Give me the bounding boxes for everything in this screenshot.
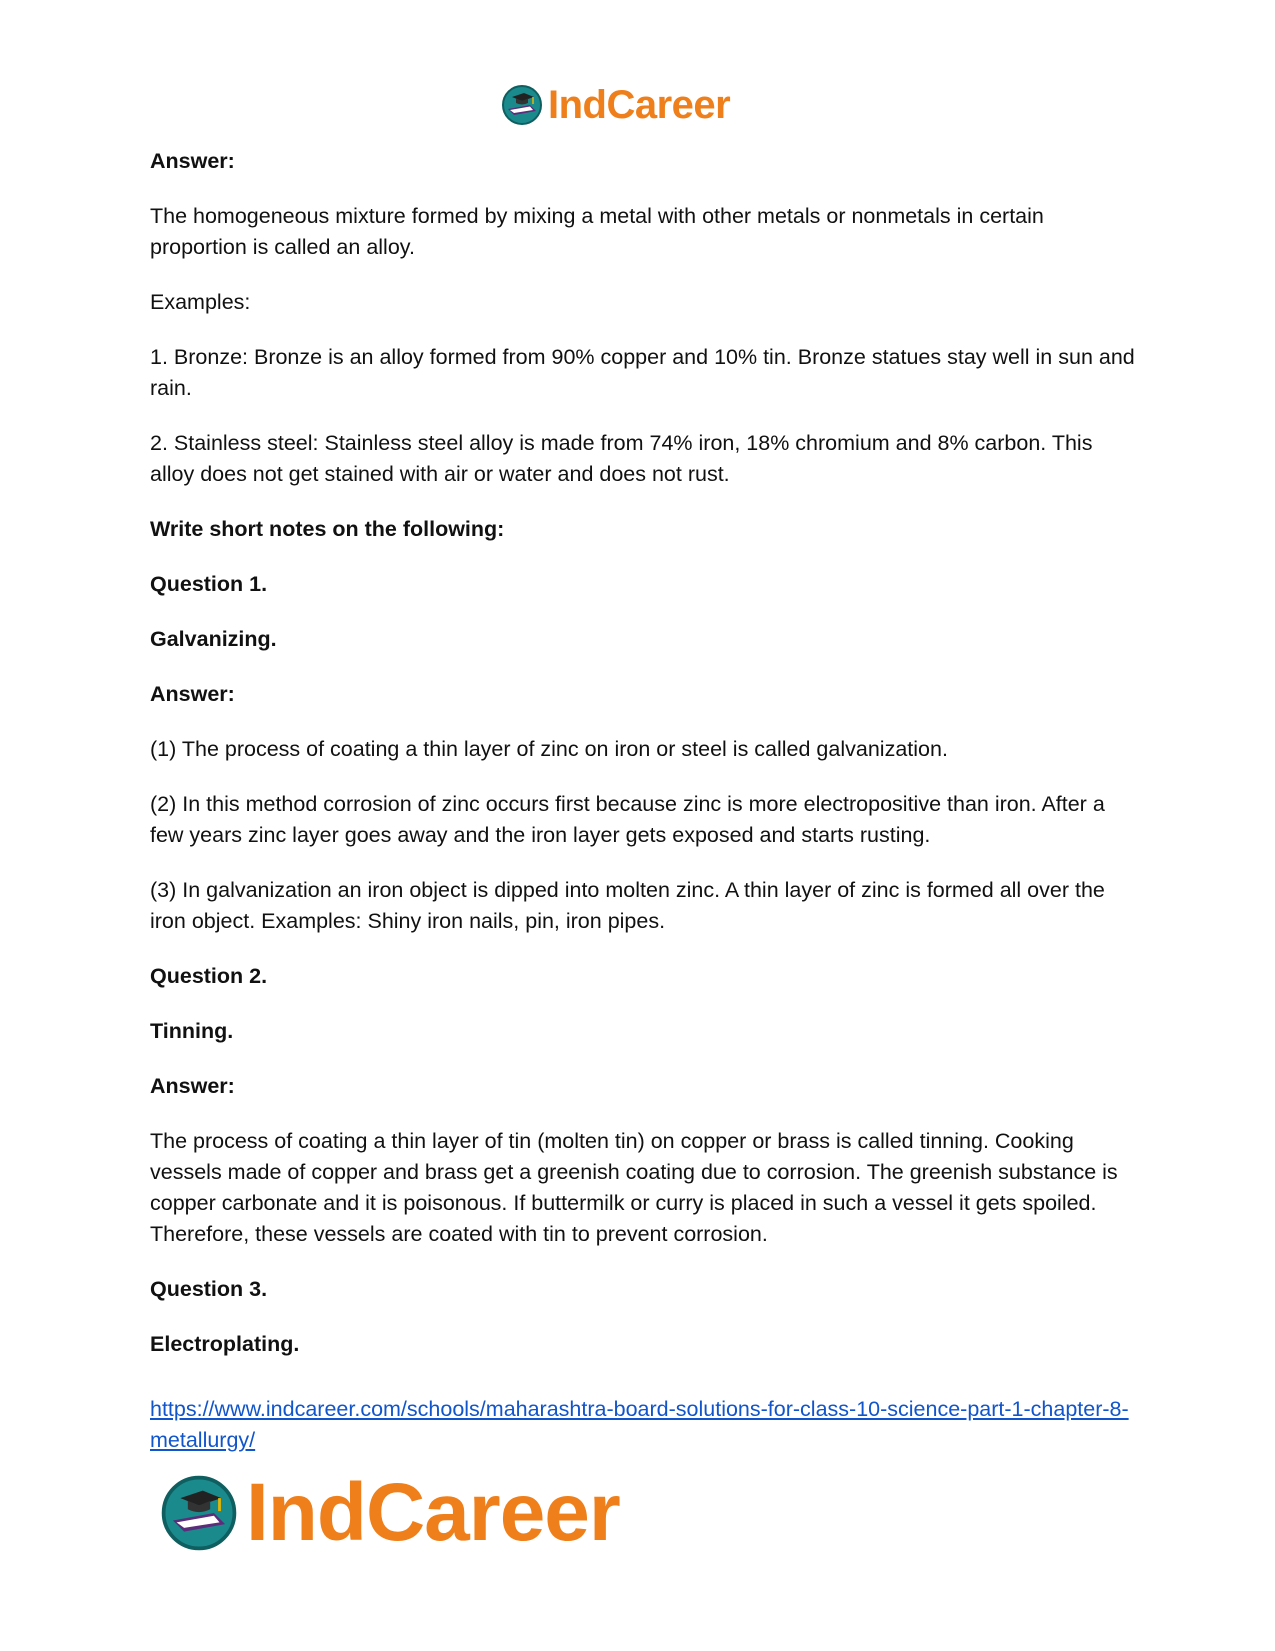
header-logo-text: IndCareer: [548, 82, 731, 127]
graduate-book-logo-icon: [158, 1472, 240, 1554]
footer-logo: [158, 1468, 620, 1558]
question-1-topic: Galvanizing.: [150, 627, 277, 651]
answer-label: Answer:: [150, 149, 235, 173]
examples-label: Examples:: [150, 290, 251, 314]
question-1-label: Question 1.: [150, 572, 268, 596]
question-3-topic: Electroplating.: [150, 1332, 300, 1356]
answer-label: Answer:: [150, 682, 235, 706]
header-logo: [500, 80, 730, 130]
galvanizing-point-1: (1) The process of coating a thin layer of zinc on iron or steel is called galvanization.: [150, 737, 948, 761]
tinning-answer: The process of coating a thin layer of tin (molten tin) on copper or brass is called tinning. Cooking vessels made of copper and brass get a greenish coating due to corrosion. The greenish substance is copper carbonate and it is poisonous. If buttermilk or curry is placed in such a vessel it gets spoiled. Therefore, these vessels are coated with tin to prevent corrosion.: [150, 1129, 1118, 1246]
galvanizing-point-2: (2) In this method corrosion of zinc occurs first because zinc is more electropositive than iron. After a few years zinc layer goes away and the iron layer gets exposed and starts rusting.: [150, 792, 1105, 847]
example-stainless-steel: 2. Stainless steel: Stainless steel alloy is made from 74% iron, 18% chromium and 8% carbon. This alloy does not get stained with air or water and does not rust.: [150, 431, 1093, 486]
source-link-paragraph: [150, 1394, 1140, 1456]
question-2-label: Question 2.: [150, 964, 268, 988]
footer-logo-text: IndCareer: [246, 1467, 620, 1558]
source-link[interactable]: https://www.indcareer.com/schools/maharashtra-board-solutions-for-class-10-science-part-1-chapter-8-metallurgy/: [150, 1397, 1129, 1452]
question-2-topic: Tinning.: [150, 1019, 234, 1043]
graduate-book-logo-icon: [500, 83, 544, 127]
example-bronze: 1. Bronze: Bronze is an alloy formed from 90% copper and 10% tin. Bronze statues stay well in sun and rain.: [150, 345, 1135, 400]
question-3-label: Question 3.: [150, 1277, 268, 1301]
section-heading: Write short notes on the following:: [150, 517, 505, 541]
alloy-definition: The homogeneous mixture formed by mixing a metal with other metals or nonmetals in certain proportion is called an alloy.: [150, 204, 1044, 259]
document-content: [150, 146, 1140, 1480]
galvanizing-point-3: (3) In galvanization an iron object is dipped into molten zinc. A thin layer of zinc is formed all over the iron object. Examples: Shiny iron nails, pin, iron pipes.: [150, 878, 1105, 933]
answer-label: Answer:: [150, 1074, 235, 1098]
